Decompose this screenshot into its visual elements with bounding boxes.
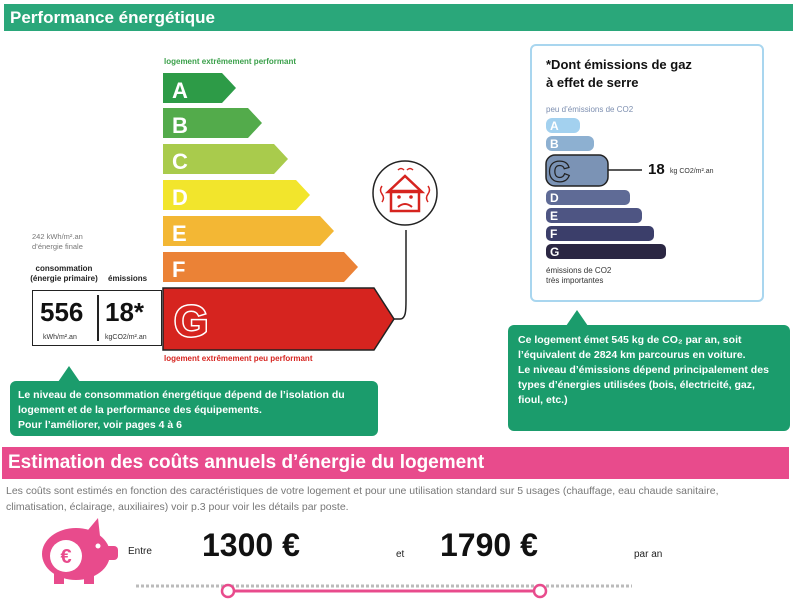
info-left-line1: Le niveau de consommation énergétique dépend de l’isolation du xyxy=(18,389,345,401)
dpe-top-label: logement extrêmement performant xyxy=(164,57,297,66)
consumption-value: 556 xyxy=(40,297,84,327)
section-title-costs: Estimation des coûts annuels d’énergie du logement xyxy=(2,447,789,479)
ges-bottom-line2: très importantes xyxy=(546,276,604,285)
svg-text:€: € xyxy=(60,546,72,568)
svg-text:G: G xyxy=(174,297,209,344)
ges-bottom-line1: émissions de CO2 xyxy=(546,266,612,275)
final-energy-block xyxy=(32,232,83,252)
dpe-bar-e xyxy=(163,216,334,246)
sad-house-icon xyxy=(370,158,440,228)
ges-bar-f xyxy=(546,226,654,241)
final-energy-value: 242 kWh/m².an xyxy=(32,232,83,241)
dpe-letter-e: E xyxy=(172,221,187,246)
costs-max: 1790 € xyxy=(440,527,538,563)
ges-top-label: peu d’émissions de CO2 xyxy=(546,105,634,114)
ges-letter-g: G xyxy=(550,245,560,259)
info-right-line1: Ce logement émet 545 kg de CO₂ par an, soit xyxy=(518,334,742,346)
range-handle-min xyxy=(222,585,234,597)
dpe-letter-d: D xyxy=(172,185,188,210)
ges-letter-f: F xyxy=(550,227,558,241)
ges-bar-e xyxy=(546,208,642,223)
ges-title-line1: *Dont émissions de gaz xyxy=(546,57,692,72)
info-left-pointer xyxy=(58,366,80,382)
ges-letter-e: E xyxy=(550,209,559,223)
costs-per-year: par an xyxy=(634,549,663,560)
ges-letter-c: C xyxy=(549,156,570,187)
dpe-letter-a: A xyxy=(172,78,188,103)
costs-description xyxy=(6,483,789,515)
info-right-pointer xyxy=(566,310,588,326)
costs-desc-line1: Les coûts sont estimés en fonction des caractéristiques de votre logement et pour une utilisation standard sur 5 usages (chauffage, eau chaude sanitaire, xyxy=(6,485,719,497)
info-card-emissions xyxy=(508,325,790,431)
dpe-letter-b: B xyxy=(172,113,188,138)
ges-letter-a: A xyxy=(550,119,559,133)
box-divider xyxy=(97,295,99,341)
costs-and: et xyxy=(396,549,405,560)
final-energy-label: d’énergie finale xyxy=(32,242,83,251)
ges-letter-d: D xyxy=(550,191,559,205)
costs-between: Entre xyxy=(128,546,152,557)
info-right-line2: l’équivalent de 2824 km parcourus en voiture. xyxy=(518,349,746,361)
emissions-unit: kgCO2/m².an xyxy=(105,334,147,341)
ges-value: 18 xyxy=(648,161,665,178)
dpe-letter-f: F xyxy=(172,257,186,282)
consumption-label-block xyxy=(30,264,98,284)
info-left-line3: Pour l’améliorer, voir pages 4 à 6 xyxy=(18,419,182,431)
consumption-unit: kWh/m².an xyxy=(43,334,77,341)
dpe-letter-c: C xyxy=(172,149,188,174)
dpe-bottom-label: logement extrêmement peu performant xyxy=(164,354,313,363)
costs-range-bar xyxy=(134,580,634,600)
range-handle-max xyxy=(534,585,546,597)
dpe-connector-line xyxy=(394,230,406,319)
section-title-performance: Performance énergétique xyxy=(4,4,793,31)
consumption-label: consommation xyxy=(35,264,93,273)
costs-min: 1300 € xyxy=(202,527,300,563)
info-card-consumption xyxy=(10,381,378,436)
energy-values-box xyxy=(32,290,162,346)
ges-title xyxy=(546,56,692,92)
ges-unit: kg CO2/m².an xyxy=(670,168,714,175)
ges-bottom-label xyxy=(546,266,611,286)
info-right-line5: fioul, etc.) xyxy=(518,394,568,406)
emissions-value: 18* xyxy=(105,297,145,327)
info-right-line3: Le niveau d’émissions dépend principalement des xyxy=(518,364,769,376)
info-left-line2: logement et de la performance des équipements. xyxy=(18,404,262,416)
costs-desc-line2: climatisation, éclairage, auxiliaires) voir p.3 pour voir les détails par poste. xyxy=(6,501,349,513)
emissions-label: émissions xyxy=(108,274,148,283)
ges-title-line2: à effet de serre xyxy=(546,75,639,90)
piggy-bank-icon xyxy=(26,516,120,586)
ges-letter-b: B xyxy=(550,137,559,151)
dpe-active-letter xyxy=(170,294,220,349)
ges-bar-g xyxy=(546,244,666,259)
ges-scale xyxy=(544,116,764,266)
consumption-sublabel: (énergie primaire) xyxy=(30,274,98,283)
info-right-line4: types d’énergies utilisées (bois, électricité, gaz, xyxy=(518,379,755,391)
dpe-bar-f xyxy=(163,252,358,282)
ges-panel xyxy=(530,44,764,302)
